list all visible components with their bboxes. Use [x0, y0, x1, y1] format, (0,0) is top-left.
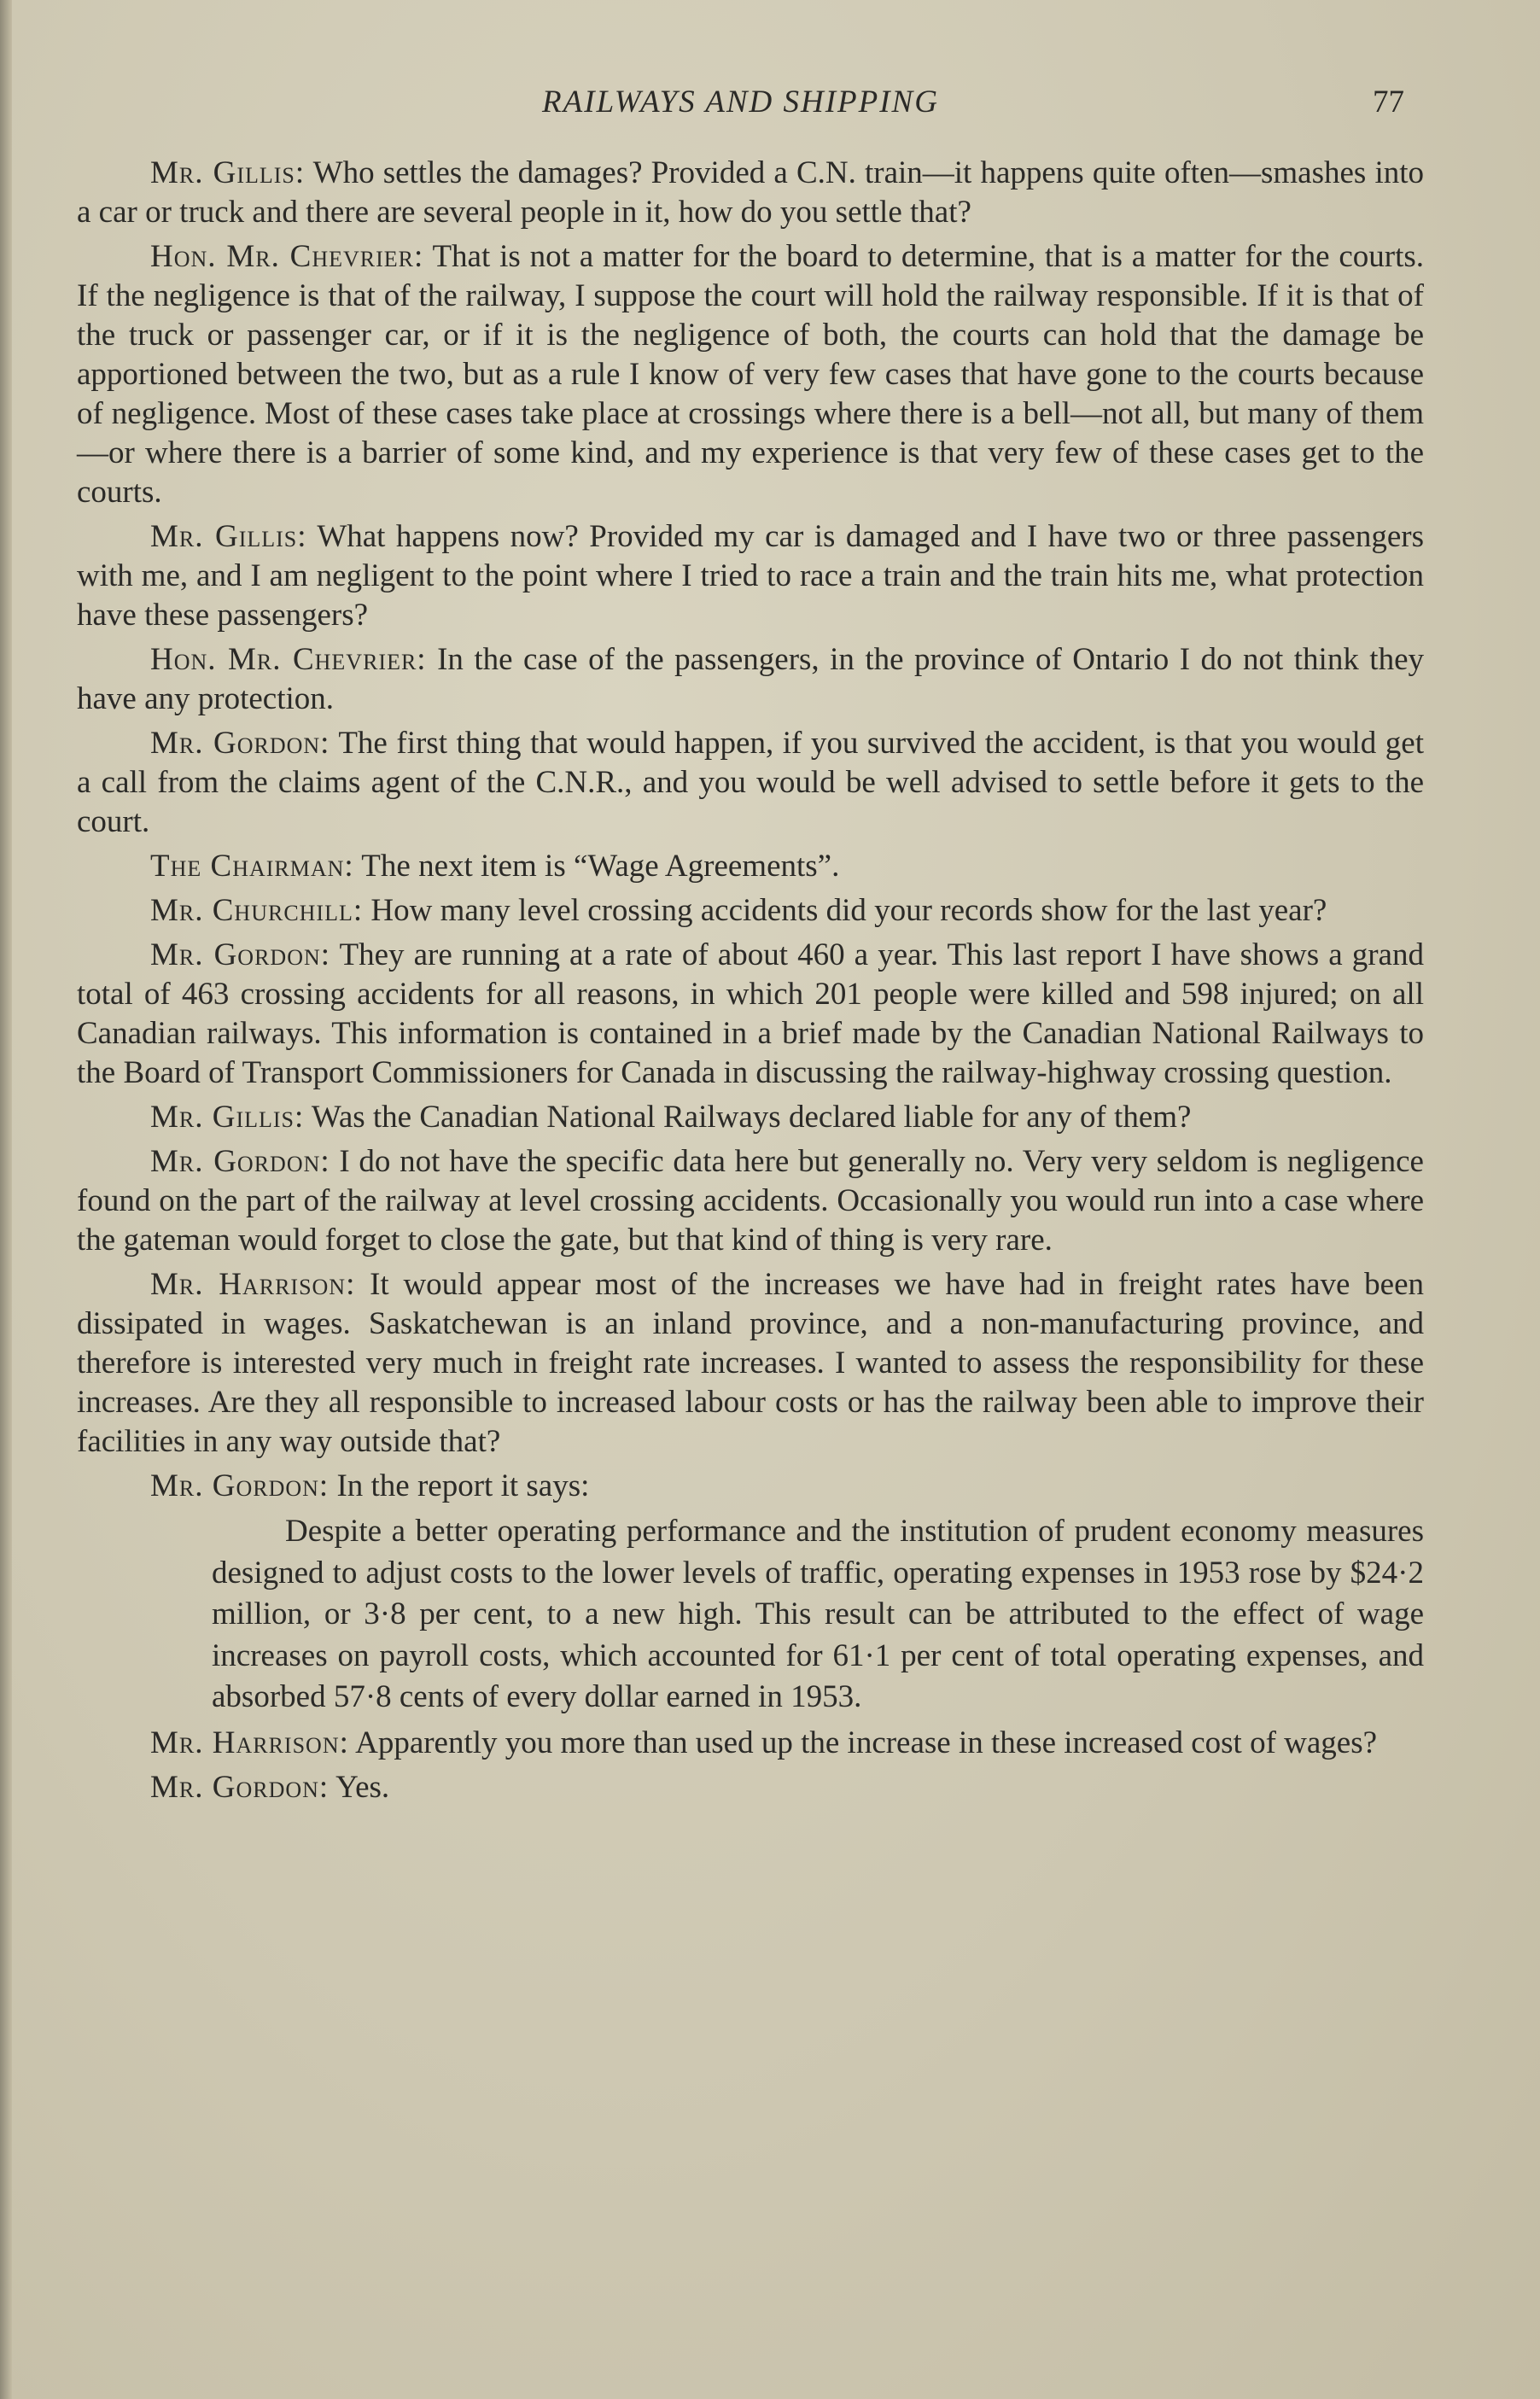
paragraph-text: In the report it says: — [336, 1468, 590, 1503]
speaker-name: The Chairman: — [150, 849, 354, 884]
paragraph — [77, 891, 1424, 931]
speaker-name: Mr. Gordon: — [150, 937, 331, 972]
running-title: RAILWAYS AND SHIPPING — [542, 85, 939, 120]
paragraph — [77, 1768, 1424, 1807]
paragraph — [77, 847, 1424, 886]
paragraph — [77, 1265, 1424, 1462]
paragraph — [77, 640, 1424, 719]
paragraph-text: Yes. — [335, 1769, 390, 1805]
speaker-name: Hon. Mr. Chevrier: — [150, 642, 427, 677]
paragraph — [77, 154, 1424, 232]
paragraph-text: The first thing that would happen, if you survived the accident, is that you would get a call from the claims agent of the C.N.R., and you would be well advised to settle before it gets to the court. — [77, 726, 1424, 839]
speaker-name: Mr. Gordon: — [150, 1468, 330, 1503]
speaker-name: Mr. Gillis: — [150, 155, 306, 190]
speaker-name: Mr. Gillis: — [150, 519, 307, 554]
paragraph-text: Was the Canadian National Railways declared liable for any of them? — [311, 1100, 1192, 1135]
paragraph-text: In the case of the passengers, in the province of Ontario I do not think they have any protection. — [77, 642, 1425, 716]
transcript-body — [77, 154, 1424, 1812]
paragraph-text: It would appear most of the increases we have had in freight rates have been dissipated in wages. Saskatchewan is an inland province, and a non-manufacturing province, and therefore is interested very much in freight rate increases. I wanted to assess the responsibility for these increases. Are they all responsible to increased labour costs or has the railway been able to improve their facilities in any way outside that? — [77, 1267, 1425, 1459]
paragraph-text: Apparently you more than used up the increase in these increased cost of wages? — [355, 1725, 1378, 1760]
page-number: 77 — [1373, 85, 1404, 120]
speaker-name: Mr. Gordon: — [150, 1769, 330, 1805]
paragraph — [77, 517, 1424, 635]
paragraph — [77, 1467, 1424, 1506]
speaker-name: Mr. Churchill: — [150, 893, 364, 928]
speaker-name: Mr. Gordon: — [150, 726, 330, 761]
paragraph-text: What happens now? Provided my car is damaged and I have two or three passengers with me, and I am negligent to the point where I tried to race a train and the train hits me, what protection have these passengers? — [77, 519, 1424, 633]
paragraph-text: Who settles the damages? Provided a C.N. train—it happens quite often—smashes into a car or truck and there are several people in it, how do you settle that? — [77, 155, 1424, 230]
block-quote: Despite a better operating performance and the institution of prudent economy measures designed to adjust costs to the lower levels of traffic, operating expenses in 1953 rose by $24·2 million, or 3·8 per cent, to a new high. This result can be attributed to the effect of wage increases on payroll costs, which accounted for 61·1 per cent of total operating expenses, and absorbed 57·8 cents of every dollar earned in 1953. — [212, 1514, 1424, 1714]
speaker-name: Mr. Gillis: — [150, 1100, 305, 1135]
speaker-name: Hon. Mr. Chevrier: — [150, 239, 424, 274]
paragraph — [77, 1724, 1424, 1763]
paragraph — [77, 936, 1424, 1093]
speaker-name: Mr. Harrison: — [150, 1267, 356, 1302]
page-edge-shadow — [0, 0, 12, 2399]
paragraph — [77, 724, 1424, 842]
paragraph-text: The next item is “Wage Agreements”. — [361, 849, 840, 884]
paragraph-text: That is not a matter for the board to determine, that is a matter for the courts. If the negligence is that of the railway, I suppose the court will hold the railway responsible. If it is that of the truck or passenger car, or if it is the negligence of both, the courts can hold that the damage be apportioned between the two, but as a rule I know of very few cases that have gone to the courts because of negligence. Most of these cases take place at crossings where there is a bell—not all, but many of them—or where there is a barrier of some kind, and my experience is that very few of these cases get to the courts. — [77, 239, 1424, 510]
paragraph-text: I do not have the specific data here but generally no. Very very seldom is negligence found on the part of the railway at level crossing accidents. Occasionally you would run into a case where the gateman would forget to close the gate, but that kind of thing is very rare. — [77, 1144, 1424, 1258]
paragraph-text: They are running at a rate of about 460 a year. This last report I have shows a grand total of 463 crossing accidents for all reasons, in which 201 people were killed and 598 injured; on all Canadian railways. This information is contained in a brief made by the Canadian National Railways to the Board of Transport Commissioners for Canada in discussing the railway-highway crossing question. — [77, 937, 1424, 1090]
speaker-name: Mr. Gordon: — [150, 1144, 330, 1179]
page-header — [77, 84, 1404, 135]
paragraph — [77, 1142, 1424, 1260]
paragraph — [77, 237, 1424, 512]
paragraph — [77, 1098, 1424, 1137]
paragraph-text: How many level crossing accidents did your records show for the last year? — [370, 893, 1327, 928]
speaker-name: Mr. Harrison: — [150, 1725, 349, 1760]
